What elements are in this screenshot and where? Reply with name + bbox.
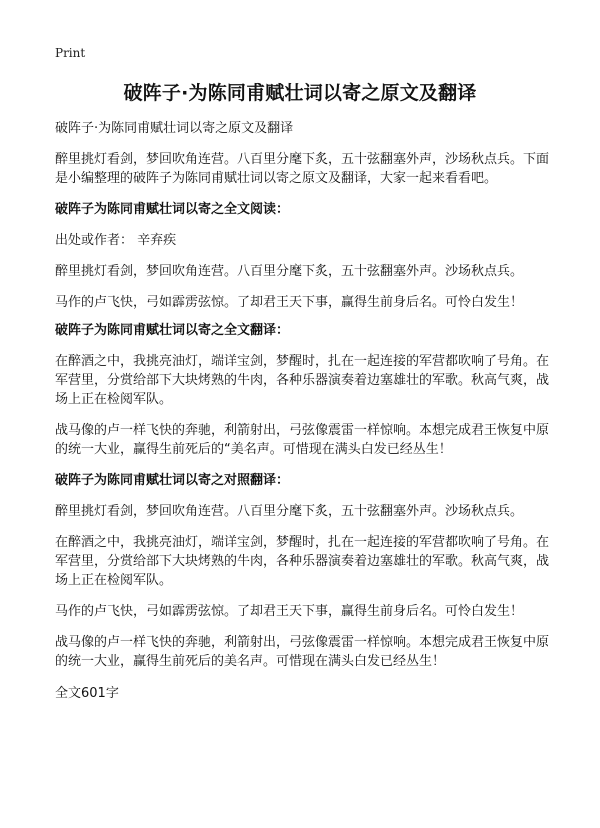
- article-body: [55, 119, 553, 703]
- page-title: 破阵子·为陈同甫赋壮词以寄之原文及翻译: [123, 82, 477, 104]
- translation-paragraph-2: 战马像的卢一样飞快的奔驰，利箭射出，弓弦像震雷一样惊响。本想完成君王恢复中原的统一大业，赢得生前死后的“美名声。可惜现在满头白发已经丛生！: [55, 423, 550, 457]
- author-line: 出处或作者： 辛弃疾: [55, 233, 177, 248]
- comparison-poem-line-1: 醉里挑灯看剑，梦回吹角连营。八百里分麾下炙，五十弦翻塞外声。沙场秋点兵。: [55, 504, 524, 519]
- poem-line-1: 醉里挑灯看剑，梦回吹角连营。八百里分麾下炙，五十弦翻塞外声。沙场秋点兵。: [55, 264, 524, 279]
- translation-paragraph-1: 在醉酒之中，我挑亮油灯，端详宝剑，梦醒时，扎在一起连接的军营都吹响了号角。在军营里，分赏给部下大块烤熟的牛肉，各种乐器演奏着边塞雄壮的军歌。秋高气爽，战场上正在检阅军队。: [55, 354, 550, 407]
- intro-paragraph: 醉里挑灯看剑，梦回吹角连营。八百里分麾下炙，五十弦翻塞外声，沙场秋点兵。下面是小编整理的破阵子为陈同甫赋壮词以寄之原文及翻译，大家一起来看看吧。: [55, 152, 550, 186]
- comparison-translation-2: 战马像的卢一样飞快的奔驰，利箭射出，弓弦像震雷一样惊响。本想完成君王恢复中原的统一大业，赢得生前死后的美名声。可惜现在满头白发已经丛生！: [55, 635, 550, 669]
- comparison-translation-1: 在醉酒之中，我挑亮油灯，端详宝剑，梦醒时，扎在一起连接的军营都吹响了号角。在军营里，分赏给部下大块烤熟的牛肉，各种乐器演奏着边塞雄壮的军歌。秋高气爽，战场上正在检阅军队。: [55, 535, 550, 588]
- poem-line-2: 马作的卢飞快，弓如霹雳弦惊。了却君王天下事，赢得生前身后名。可怜白发生！: [55, 295, 524, 310]
- word-count: 全文601字: [55, 686, 119, 701]
- comparison-poem-line-2: 马作的卢飞快，弓如霹雳弦惊。了却君王天下事，赢得生前身后名。可怜白发生！: [55, 604, 524, 619]
- print-link[interactable]: Print: [55, 46, 86, 60]
- section-heading-full-text: 破阵子为陈同甫赋壮词以寄之全文阅读：: [55, 202, 290, 217]
- article-subtitle: 破阵子·为陈同甫赋壮词以寄之原文及翻译: [55, 121, 294, 136]
- section-heading-translation: 破阵子为陈同甫赋壮词以寄之全文翻译：: [55, 323, 290, 338]
- section-heading-comparison: 破阵子为陈同甫赋壮词以寄之对照翻译：: [55, 473, 290, 488]
